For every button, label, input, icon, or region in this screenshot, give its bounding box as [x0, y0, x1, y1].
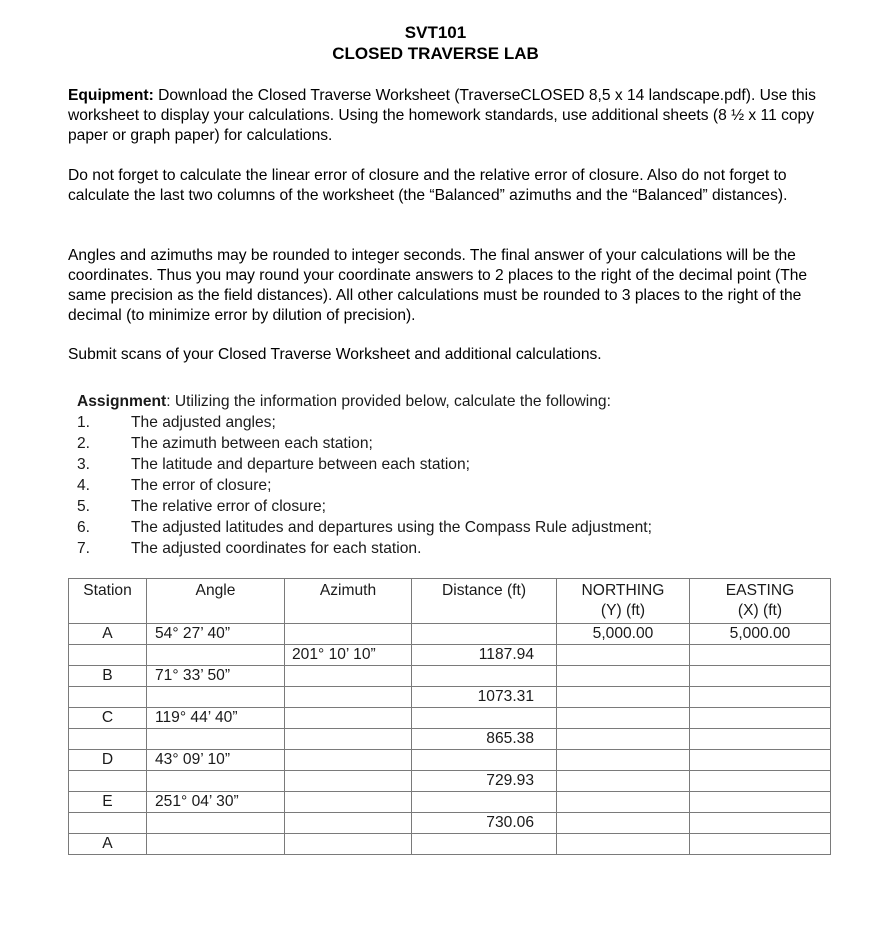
cell-northing: 5,000.00 [557, 624, 690, 645]
header-easting-line2: (X) (ft) [737, 602, 783, 619]
cell-northing [557, 771, 690, 792]
header-distance: Distance (ft) [412, 579, 557, 624]
cell-angle [147, 834, 285, 855]
cell-angle: 119° 44’ 40” [147, 708, 285, 729]
cell-distance: 1187.94 [412, 645, 557, 666]
table-row [69, 729, 831, 750]
cell-station: B [69, 666, 147, 687]
assignment-item-number: 4. [77, 477, 91, 494]
assignment-intro [77, 392, 837, 412]
cell-easting [690, 834, 831, 855]
cell-distance [412, 708, 557, 729]
cell-easting [690, 750, 831, 771]
table-row [69, 792, 831, 813]
lab-title: CLOSED TRAVERSE LAB [332, 44, 539, 63]
cell-angle [147, 771, 285, 792]
header-angle: Angle [147, 579, 285, 624]
submit-paragraph: Submit scans of your Closed Traverse Worksheet and additional calculations. [68, 346, 602, 363]
assignment-item-text: The adjusted latitudes and departures using the Compass Rule adjustment; [131, 519, 652, 536]
cell-distance: 865.38 [412, 729, 557, 750]
assignment-item-text: The latitude and departure between each station; [131, 456, 470, 473]
assignment-label: Assignment [77, 393, 167, 410]
cell-easting [690, 813, 831, 834]
cell-easting [690, 729, 831, 750]
cell-azimuth [285, 708, 412, 729]
table-row [69, 834, 831, 855]
table-row [69, 708, 831, 729]
cell-northing [557, 834, 690, 855]
header-northing [557, 579, 690, 624]
cell-azimuth [285, 834, 412, 855]
table-row [69, 750, 831, 771]
course-code: SVT101 [404, 23, 467, 42]
cell-station [69, 729, 147, 750]
cell-angle [147, 813, 285, 834]
not-forget-paragraph: Do not forget to calculate the linear error of closure and the relative error of closure. Also do not forget to calculate the last two columns of the worksheet (the “Balanced” azimuths and the “Balanced” distances). [68, 167, 788, 204]
cell-station: A [69, 624, 147, 645]
assignment-item [77, 454, 837, 475]
cell-distance: 1073.31 [412, 687, 557, 708]
equipment-paragraph [68, 86, 820, 146]
cell-angle [147, 645, 285, 666]
cell-easting [690, 645, 831, 666]
table-row [69, 645, 831, 666]
cell-easting [690, 666, 831, 687]
assignment-item-number: 6. [77, 519, 91, 536]
cell-distance [412, 792, 557, 813]
cell-northing [557, 687, 690, 708]
cell-northing [557, 708, 690, 729]
assignment-item [77, 433, 837, 454]
cell-northing [557, 729, 690, 750]
cell-northing [557, 750, 690, 771]
assignment-item-number: 5. [77, 498, 91, 515]
assignment-item-number: 1. [77, 414, 91, 431]
cell-angle [147, 729, 285, 750]
table-header-row [69, 579, 831, 624]
table-row [69, 771, 831, 792]
table-row [69, 813, 831, 834]
cell-distance: 730.06 [412, 813, 557, 834]
assignment-item [77, 412, 837, 433]
cell-distance [412, 666, 557, 687]
cell-azimuth [285, 750, 412, 771]
header-easting-line1: EASTING [725, 582, 795, 599]
equipment-label: Equipment: [68, 87, 154, 104]
cell-angle: 251° 04’ 30” [147, 792, 285, 813]
cell-azimuth [285, 687, 412, 708]
cell-easting [690, 708, 831, 729]
cell-azimuth [285, 624, 412, 645]
assignment-section [77, 392, 837, 559]
table-row [69, 666, 831, 687]
cell-azimuth [285, 666, 412, 687]
table-row [69, 624, 831, 645]
cell-station [69, 645, 147, 666]
cell-distance: 729.93 [412, 771, 557, 792]
header-easting [690, 579, 831, 624]
cell-azimuth [285, 813, 412, 834]
cell-distance [412, 750, 557, 771]
cell-easting [690, 792, 831, 813]
cell-northing [557, 645, 690, 666]
assignment-item-number: 7. [77, 540, 91, 557]
header-azimuth: Azimuth [285, 579, 412, 624]
traverse-table [68, 578, 831, 855]
assignment-item [77, 496, 837, 517]
assignment-intro-text: : Utilizing the information provided below, calculate the following: [166, 393, 611, 410]
cell-azimuth [285, 771, 412, 792]
cell-angle: 71° 33’ 50” [147, 666, 285, 687]
table-body [69, 624, 831, 855]
cell-azimuth: 201° 10’ 10” [285, 645, 412, 666]
cell-station: E [69, 792, 147, 813]
cell-easting [690, 771, 831, 792]
cell-angle: 43° 09’ 10” [147, 750, 285, 771]
cell-azimuth [285, 729, 412, 750]
header-northing-line1: NORTHING [581, 582, 665, 599]
cell-distance [412, 624, 557, 645]
table-row [69, 687, 831, 708]
cell-station [69, 813, 147, 834]
cell-station [69, 771, 147, 792]
assignment-item [77, 538, 837, 559]
assignment-item-text: The azimuth between each station; [131, 435, 373, 452]
cell-angle: 54° 27’ 40” [147, 624, 285, 645]
cell-station [69, 687, 147, 708]
assignment-item-text: The adjusted angles; [131, 414, 276, 431]
assignment-list [77, 412, 837, 559]
assignment-item [77, 517, 837, 538]
cell-station: C [69, 708, 147, 729]
assignment-item-text: The error of closure; [131, 477, 272, 494]
assignment-item [77, 475, 837, 496]
rounding-paragraph: Angles and azimuths may be rounded to integer seconds. The final answer of your calculations will be the coordinates. Thus you may round your coordinate answers to 2 places to the right of the decimal point (The same precision as the field distances). All other calculations must be rounded to 3 places to the right of the decimal (to minimize error by dilution of precision). [68, 247, 808, 324]
cell-northing [557, 813, 690, 834]
assignment-item-number: 3. [77, 456, 91, 473]
cell-station: A [69, 834, 147, 855]
assignment-item-text: The adjusted coordinates for each station. [131, 540, 422, 557]
equipment-text: Download the Closed Traverse Worksheet (TraverseCLOSED 8,5 x 14 landscape.pdf). Use this worksheet to display your calculations. Using the homework standards, use additional sheets (8 ½ x 11 copy paper or graph paper) for calculations. [68, 87, 816, 144]
cell-azimuth [285, 792, 412, 813]
cell-distance [412, 834, 557, 855]
assignment-item-number: 2. [77, 435, 91, 452]
cell-station: D [69, 750, 147, 771]
cell-northing [557, 666, 690, 687]
header-station: Station [69, 579, 147, 624]
header-northing-line2: (Y) (ft) [600, 602, 646, 619]
assignment-item-text: The relative error of closure; [131, 498, 326, 515]
cell-angle [147, 687, 285, 708]
cell-easting: 5,000.00 [690, 624, 831, 645]
cell-easting [690, 687, 831, 708]
cell-northing [557, 792, 690, 813]
